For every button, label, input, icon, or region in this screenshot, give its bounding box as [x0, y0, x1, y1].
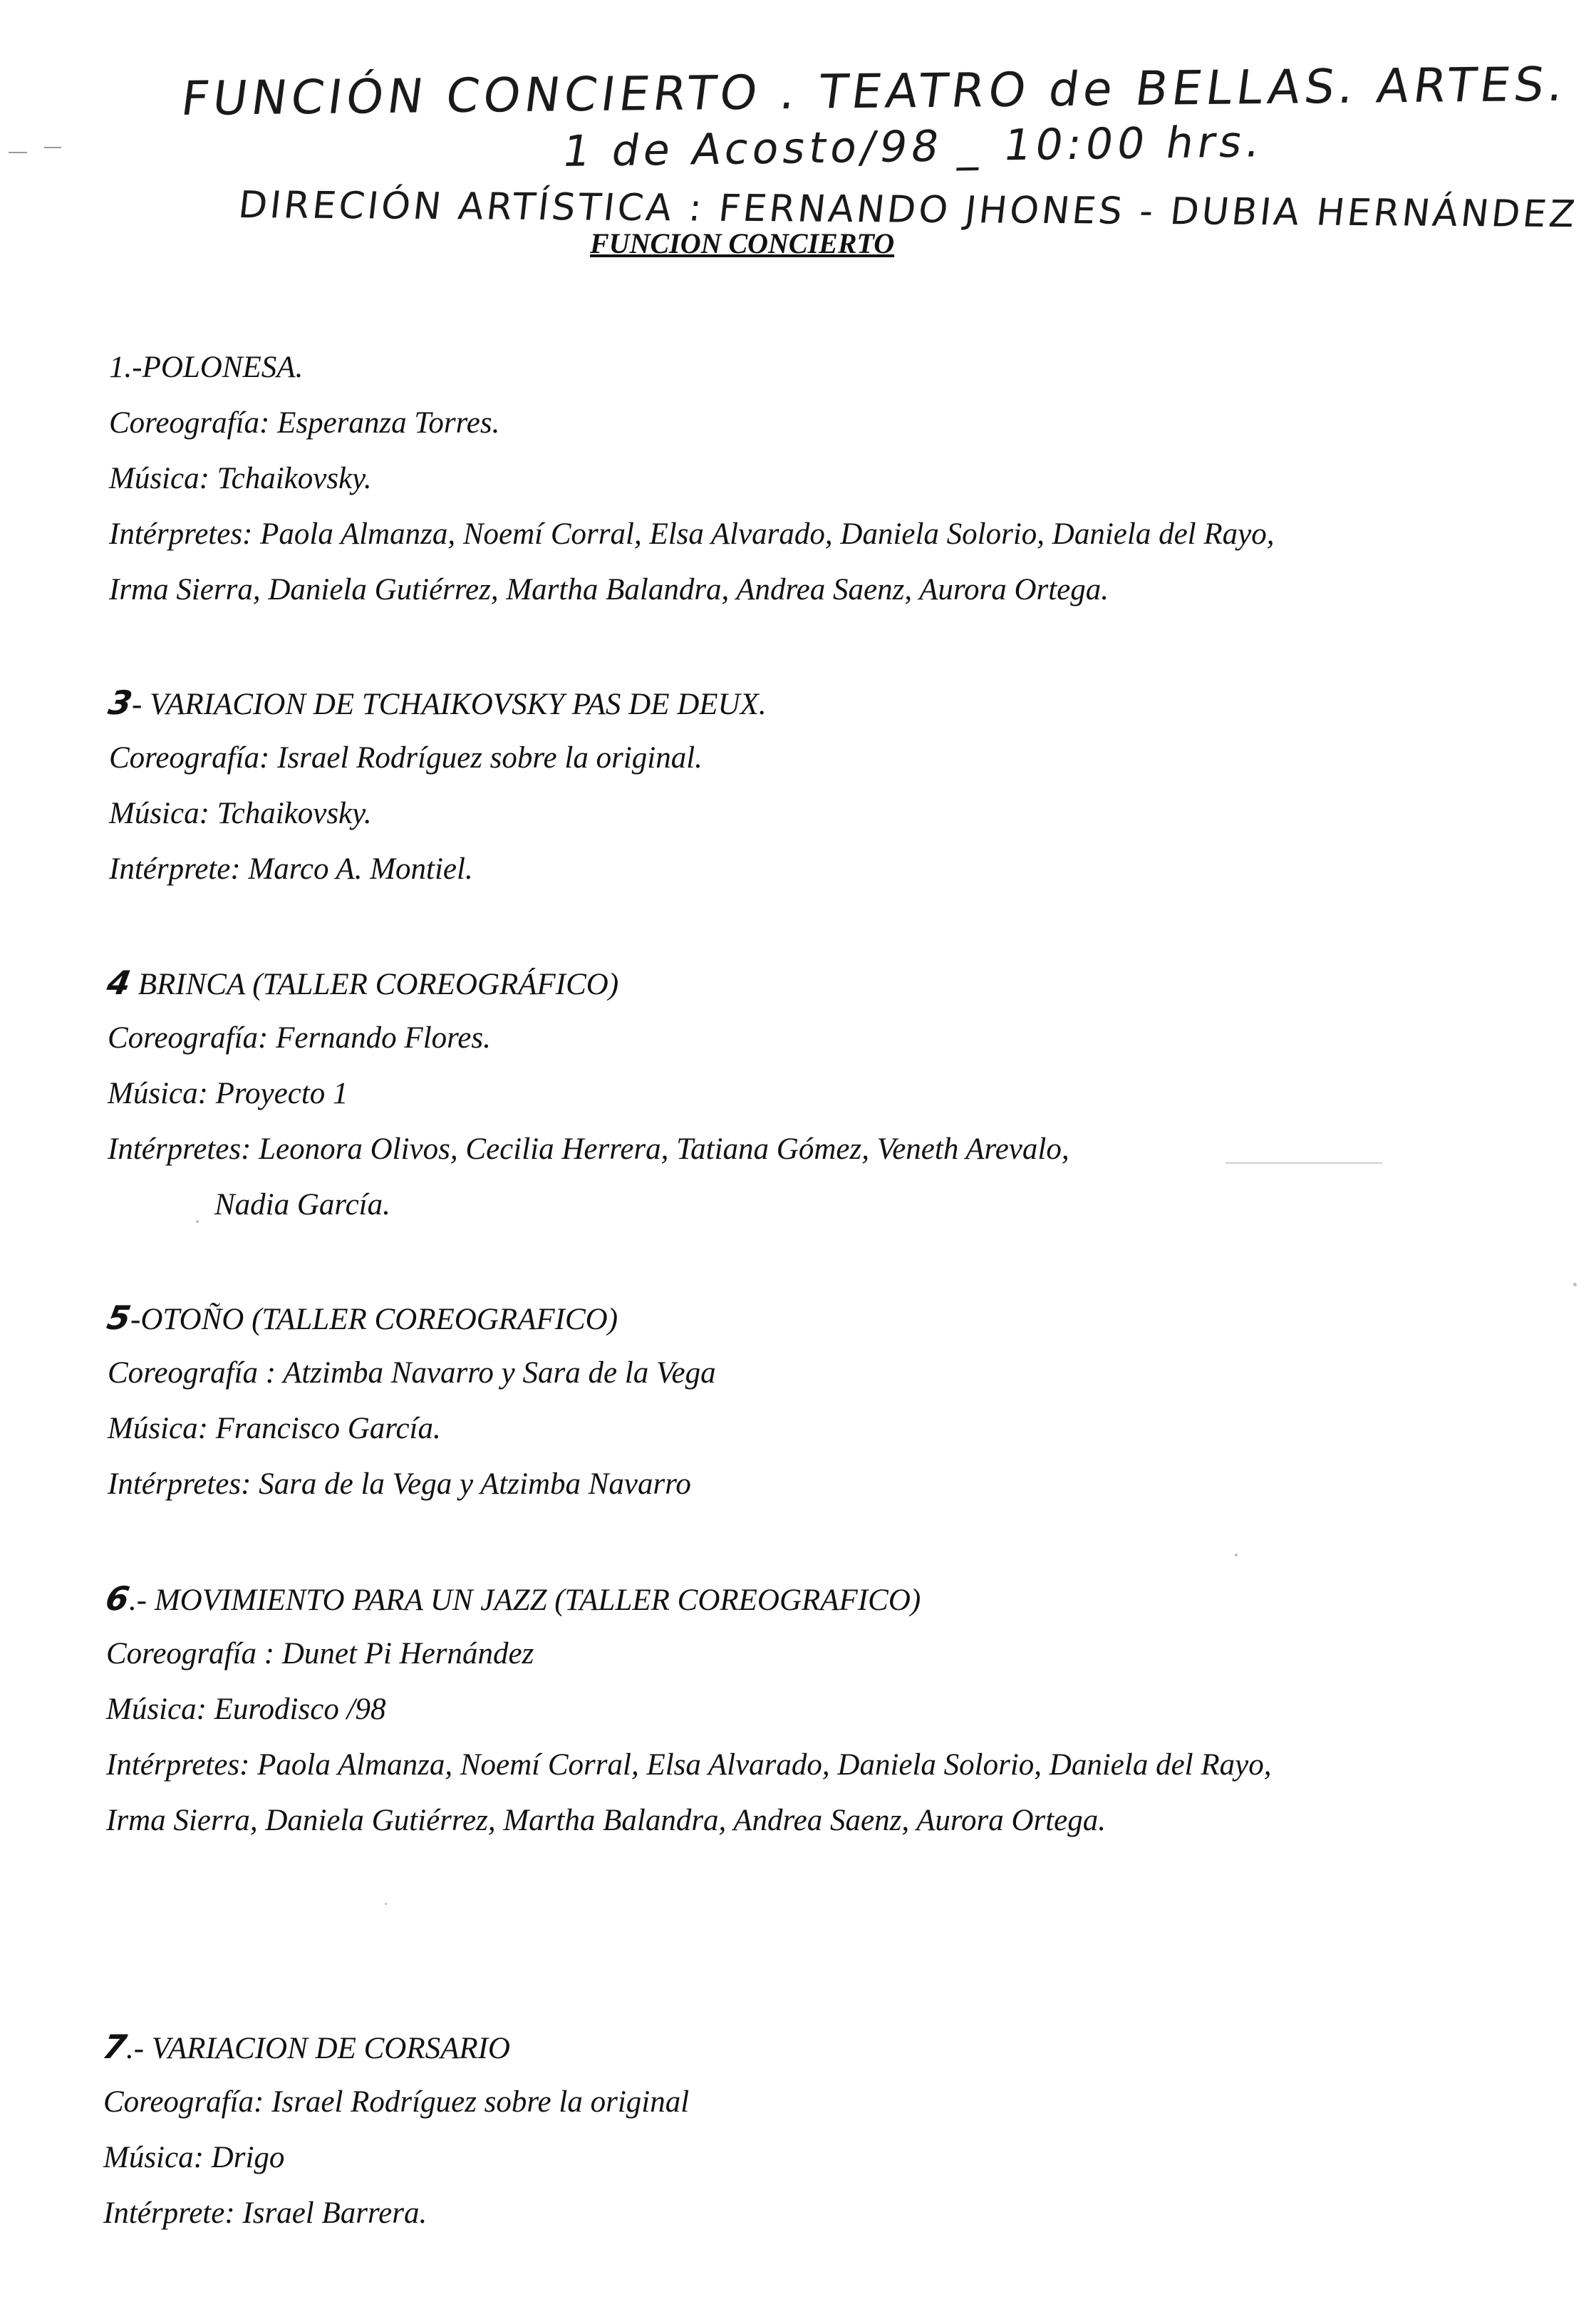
handwritten-item-number: 6 — [103, 1579, 133, 1618]
item-performers: Intérpretes: Paola Almanza, Noemí Corral, Elsa Alvarado, Daniela Solorio, Daniela del Rayo, — [106, 1748, 1272, 1782]
scan-mark — [44, 147, 61, 148]
handwritten-item-number: 4 — [104, 964, 134, 1002]
item-choreography: Coreografía : Dunet Pi Hernández — [106, 1637, 534, 1670]
item-title: -OTOÑO (TALLER COREOGRAFICO) — [130, 1303, 618, 1336]
item-choreography: Coreografía : Atzimba Navarro y Sara de la Vega — [108, 1356, 716, 1390]
item-title: - VARIACION DE TCHAIKOVSKY PAS DE DEUX. — [132, 688, 767, 721]
handwritten-item-number: 7 — [100, 2028, 130, 2066]
item-choreography: Coreografía: Fernando Flores. — [108, 1021, 491, 1055]
scan-speck — [1235, 1554, 1238, 1556]
item-heading — [100, 2028, 510, 2067]
item-heading — [105, 683, 767, 723]
scan-speck — [385, 1903, 387, 1905]
item-music: Música: Drigo — [103, 2141, 285, 2174]
scan-speck — [1573, 1283, 1577, 1286]
handwritten-item-number: 3 — [105, 683, 135, 722]
item-heading — [109, 349, 303, 386]
item-music: Música: Proyecto 1 — [108, 1077, 348, 1110]
item-performers: Intérpretes: Leonora Olivos, Cecilia Herrera, Tatiana Gómez, Veneth Arevalo, — [108, 1132, 1069, 1166]
item-title: .- VARIACION DE CORSARIO — [126, 2032, 510, 2065]
item-choreography: Coreografía: Israel Rodríguez sobre la original. — [109, 741, 703, 775]
item-heading — [104, 1298, 618, 1338]
item-music: Música: Tchaikovsky. — [109, 797, 372, 830]
item-performers-continued: Nadia García. — [214, 1188, 390, 1222]
item-title: POLONESA. — [142, 351, 304, 384]
item-performers: Intérprete: Israel Barrera. — [103, 2196, 428, 2230]
document-title: FUNCION CONCIERTO — [590, 227, 895, 259]
item-performers: Intérpretes: Sara de la Vega y Atzimba Navarro — [108, 1467, 691, 1501]
item-heading — [104, 964, 619, 1003]
item-music: Música: Eurodisco /98 — [106, 1693, 386, 1726]
scan-mark — [9, 152, 27, 153]
item-choreography: Coreografía: Esperanza Torres. — [109, 406, 500, 440]
item-title: .- MOVIMIENTO PARA UN JAZZ (TALLER COREOGRAFICO) — [129, 1584, 921, 1617]
handwritten-header-line-3: DIRECIÓN ARTÍSTICA : FERNANDO JHONES - DUBIA HERNÁNDEZ — [236, 184, 1580, 237]
item-performers-continued: Irma Sierra, Daniela Gutiérrez, Martha Balandra, Andrea Saenz, Aurora Ortega. — [106, 1804, 1107, 1837]
scan-speck — [196, 1220, 199, 1223]
scan-mark — [1226, 1162, 1382, 1164]
item-performers: Intérprete: Marco A. Montiel. — [109, 852, 473, 886]
item-performers: Intérpretes: Paola Almanza, Noemí Corral, Elsa Alvarado, Daniela Solorio, Daniela del Rayo, — [109, 517, 1275, 551]
handwritten-header-line-1: FUNCIÓN CONCIERTO . TEATRO de BELLAS. ARTES. — [177, 56, 1572, 127]
handwritten-item-number: 5 — [104, 1298, 134, 1337]
item-number: 1.- — [109, 351, 142, 384]
item-choreography: Coreografía: Israel Rodríguez sobre la original — [103, 2085, 690, 2119]
handwritten-header-line-2: 1 de Acosto/98 _ 10:00 hrs. — [559, 117, 1268, 177]
item-performers-continued: Irma Sierra, Daniela Gutiérrez, Martha Balandra, Andrea Saenz, Aurora Ortega. — [109, 573, 1109, 606]
item-title: BRINCA (TALLER COREOGRÁFICO) — [130, 968, 619, 1001]
item-heading — [103, 1579, 921, 1619]
item-music: Música: Tchaikovsky. — [109, 462, 372, 495]
item-music: Música: Francisco García. — [108, 1412, 441, 1445]
